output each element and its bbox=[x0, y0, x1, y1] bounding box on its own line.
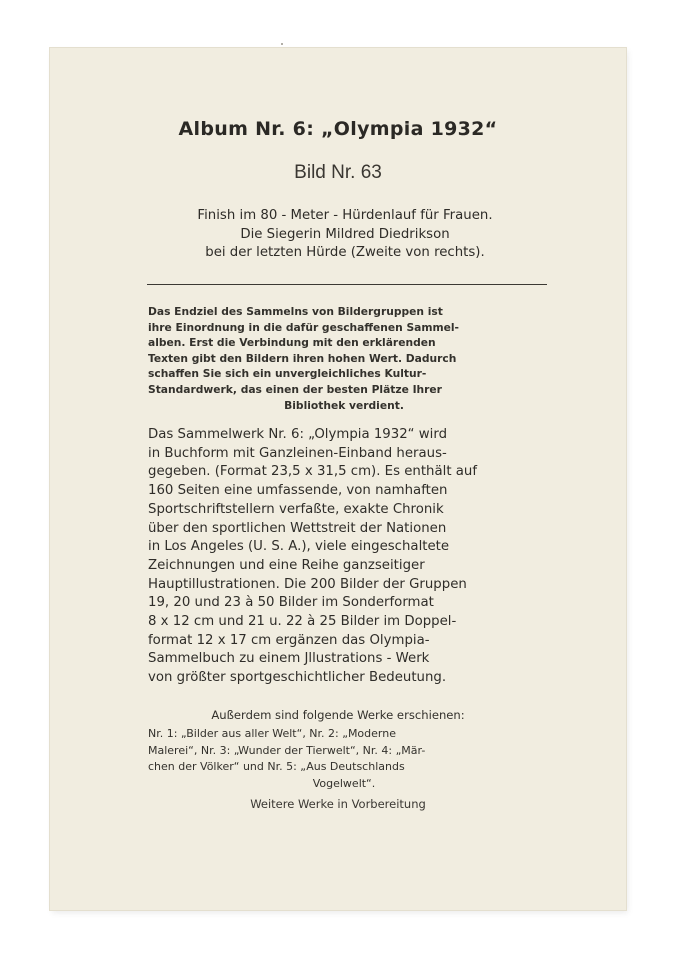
footer-note: Weitere Werke in Vorbereitung bbox=[250, 797, 426, 811]
info-line: Standardwerk, das einen der besten Plätze Ihrer bbox=[148, 382, 442, 396]
dust-speck bbox=[281, 43, 283, 45]
caption-line: Die Siegerin Mildred Diedrikson bbox=[240, 226, 450, 242]
other-works-list bbox=[148, 726, 540, 792]
description-line: Sportschriftstellern verfaßte, exakte Chronik bbox=[148, 501, 444, 517]
album-description-paragraph bbox=[148, 426, 540, 688]
description-line: format 12 x 17 cm ergänzen das Olympia- bbox=[148, 632, 430, 648]
description-line: Sammelbuch zu einem Jllustrations - Werk bbox=[148, 651, 430, 667]
album-title: Album Nr. 6: „Olympia 1932“ bbox=[178, 118, 498, 140]
works-line: Malerei“, Nr. 3: „Wunder der Tierwelt“, Nr. 4: „Mär- bbox=[148, 743, 426, 757]
description-line: in Buchform mit Ganzleinen-Einband heraus- bbox=[148, 445, 447, 461]
works-line: Nr. 1: „Bilder aus aller Welt“, Nr. 2: „Moderne bbox=[148, 727, 396, 740]
description-line: 160 Seiten eine umfassende, von namhaften bbox=[148, 483, 448, 499]
info-line: Texten gibt den Bildern ihren hohen Wert. Dadurch bbox=[148, 351, 457, 365]
caption-line: Finish im 80 - Meter - Hürdenlauf für Frauen. bbox=[197, 208, 493, 223]
divider bbox=[147, 284, 547, 285]
info-line: schaffen Sie sich ein unvergleichliches Kultur- bbox=[148, 367, 427, 381]
info-line: ihre Einordnung in die dafür geschaffenen Sammel- bbox=[148, 320, 459, 334]
picture-caption bbox=[140, 207, 550, 263]
trading-card-back bbox=[50, 48, 626, 910]
works-line: chen der Völker“ und Nr. 5: „Aus Deutschlands bbox=[148, 760, 405, 773]
description-line: Hauptillustrationen. Die 200 Bilder der Gruppen bbox=[148, 576, 467, 592]
other-works-heading: Außerdem sind folgende Werke erschienen: bbox=[211, 708, 465, 722]
collecting-info-paragraph bbox=[148, 304, 540, 413]
description-line: Zeichnungen und eine Reihe ganzseitiger bbox=[148, 557, 425, 573]
info-line: Das Endziel des Sammelns von Bildergruppen ist bbox=[148, 305, 443, 318]
description-line: Das Sammelwerk Nr. 6: „Olympia 1932“ wird bbox=[148, 427, 448, 442]
picture-number: Bild Nr. 63 bbox=[294, 162, 382, 183]
description-line: in Los Angeles (U. S. A.), viele eingeschaltete bbox=[148, 539, 450, 555]
description-line: über den sportlichen Wettstreit der Nationen bbox=[148, 520, 447, 536]
info-line: alben. Erst die Verbindung mit den erklärenden bbox=[148, 336, 436, 350]
works-line: Vogelwelt“. bbox=[312, 776, 376, 790]
description-line: gegeben. (Format 23,5 x 31,5 cm). Es enthält auf bbox=[148, 464, 478, 480]
info-line: Bibliothek verdient. bbox=[284, 398, 404, 412]
description-line: 19, 20 und 23 à 50 Bilder im Sonderformat bbox=[148, 595, 434, 611]
description-line: von größter sportgeschichtlicher Bedeutung. bbox=[148, 670, 447, 686]
caption-line: bei der letzten Hürde (Zweite von rechts). bbox=[205, 245, 485, 260]
description-line: 8 x 12 cm und 21 u. 22 à 25 Bilder im Doppel- bbox=[148, 614, 457, 630]
